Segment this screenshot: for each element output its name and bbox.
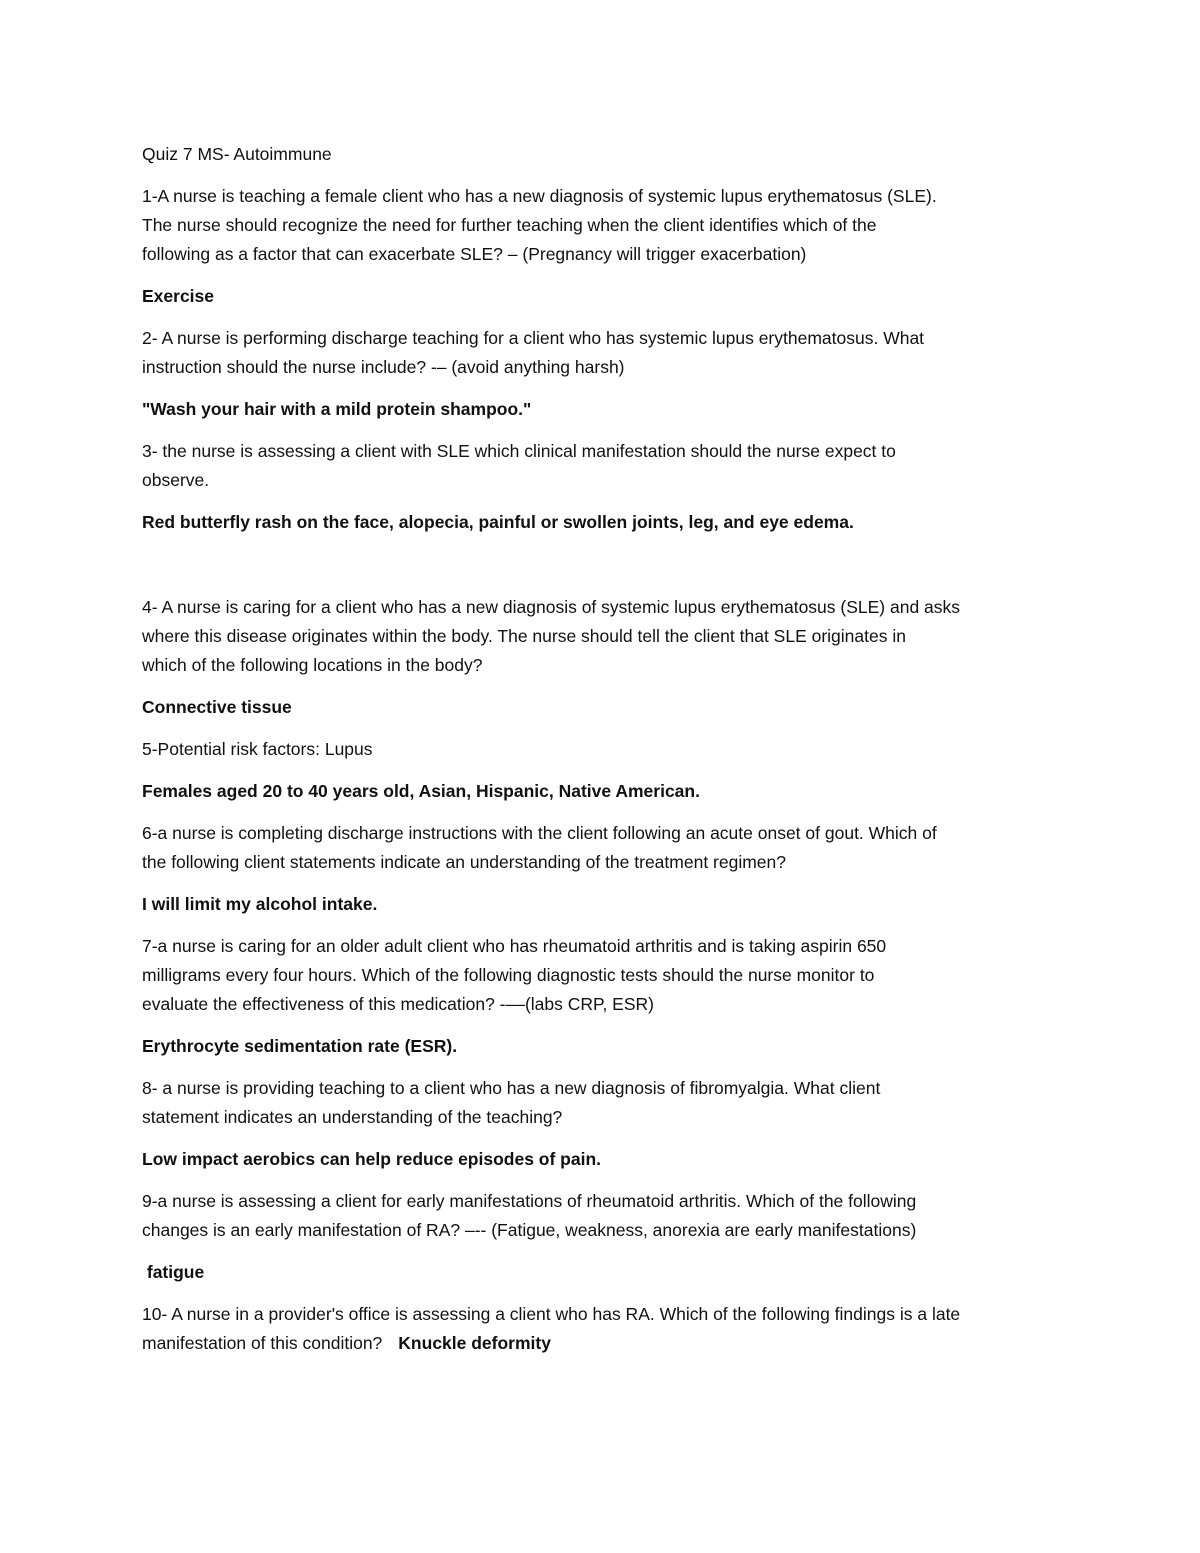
question-text-line: 7-a nurse is caring for an older adult client who has rheumatoid arthritis and is taking aspirin 650 bbox=[142, 936, 887, 956]
question-text-line: 6-a nurse is completing discharge instructions with the client following an acute onset of gout. Which of bbox=[142, 823, 937, 843]
answer-10: Knuckle deformity bbox=[398, 1333, 551, 1353]
question-6 bbox=[142, 819, 1072, 877]
question-9 bbox=[142, 1187, 1072, 1245]
document-title: Quiz 7 MS- Autoimmune bbox=[142, 144, 332, 164]
document-page bbox=[142, 140, 1072, 1371]
question-2 bbox=[142, 324, 1072, 382]
question-text-line: 8- a nurse is providing teaching to a client who has a new diagnosis of fibromyalgia. What client bbox=[142, 1078, 881, 1098]
question-text-line-with-answer bbox=[142, 1329, 1072, 1358]
answer-7: Erythrocyte sedimentation rate (ESR). bbox=[142, 1036, 458, 1056]
question-7 bbox=[142, 932, 1072, 1019]
question-4 bbox=[142, 593, 1072, 680]
question-text-line: 5-Potential risk factors: Lupus bbox=[142, 739, 373, 759]
question-text-line: the following client statements indicate an understanding of the treatment regimen? bbox=[142, 852, 786, 872]
question-5 bbox=[142, 735, 1072, 764]
question-1 bbox=[142, 182, 1072, 269]
answer-2: "Wash your hair with a mild protein shampoo." bbox=[142, 399, 532, 419]
answer-6: I will limit my alcohol intake. bbox=[142, 894, 378, 914]
question-text-line: statement indicates an understanding of the teaching? bbox=[142, 1107, 563, 1127]
answer-1: Exercise bbox=[142, 286, 215, 306]
question-text-line: 3- the nurse is assessing a client with SLE which clinical manifestation should the nurse expect to bbox=[142, 441, 896, 461]
question-text-line: milligrams every four hours. Which of the following diagnostic tests should the nurse monitor to bbox=[142, 965, 875, 985]
question-text-line: 2- A nurse is performing discharge teaching for a client who has systemic lupus erythematosus. What bbox=[142, 328, 925, 348]
question-text-line: which of the following locations in the body? bbox=[142, 655, 483, 675]
answer-4: Connective tissue bbox=[142, 697, 292, 717]
question-text-line: observe. bbox=[142, 470, 210, 490]
answer-3: Red butterfly rash on the face, alopecia, painful or swollen joints, leg, and eye edema. bbox=[142, 512, 854, 532]
question-text-line: 4- A nurse is caring for a client who has a new diagnosis of systemic lupus erythematosus (SLE) and asks bbox=[142, 597, 961, 617]
answer-8: Low impact aerobics can help reduce episodes of pain. bbox=[142, 1149, 602, 1169]
question-text-line: The nurse should recognize the need for further teaching when the client identifies which of the bbox=[142, 215, 877, 235]
question-text-line: 10- A nurse in a provider's office is assessing a client who has RA. Which of the following findings is a late bbox=[142, 1304, 961, 1324]
question-text-line: where this disease originates within the body. The nurse should tell the client that SLE originates in bbox=[142, 626, 906, 646]
question-text-line: 1-A nurse is teaching a female client who has a new diagnosis of systemic lupus erythematosus (SLE). bbox=[142, 186, 937, 206]
question-text-line: manifestation of this condition? bbox=[142, 1333, 383, 1353]
question-text-line: evaluate the effectiveness of this medication? -––(labs CRP, ESR) bbox=[142, 994, 654, 1014]
answer-9: fatigue bbox=[142, 1262, 205, 1282]
answer-5: Females aged 20 to 40 years old, Asian, Hispanic, Native American. bbox=[142, 781, 700, 801]
blank-paragraph bbox=[142, 550, 1072, 593]
question-text-line: following as a factor that can exacerbate SLE? – (Pregnancy will trigger exacerbation) bbox=[142, 244, 807, 264]
question-text-line: 9-a nurse is assessing a client for early manifestations of rheumatoid arthritis. Which of the following bbox=[142, 1191, 917, 1211]
question-3 bbox=[142, 437, 1072, 495]
question-text-line: changes is an early manifestation of RA? –-- (Fatigue, weakness, anorexia are early manifestations) bbox=[142, 1220, 917, 1240]
question-text-line: instruction should the nurse include? -– (avoid anything harsh) bbox=[142, 357, 625, 377]
question-8 bbox=[142, 1074, 1072, 1132]
question-10 bbox=[142, 1300, 1072, 1358]
